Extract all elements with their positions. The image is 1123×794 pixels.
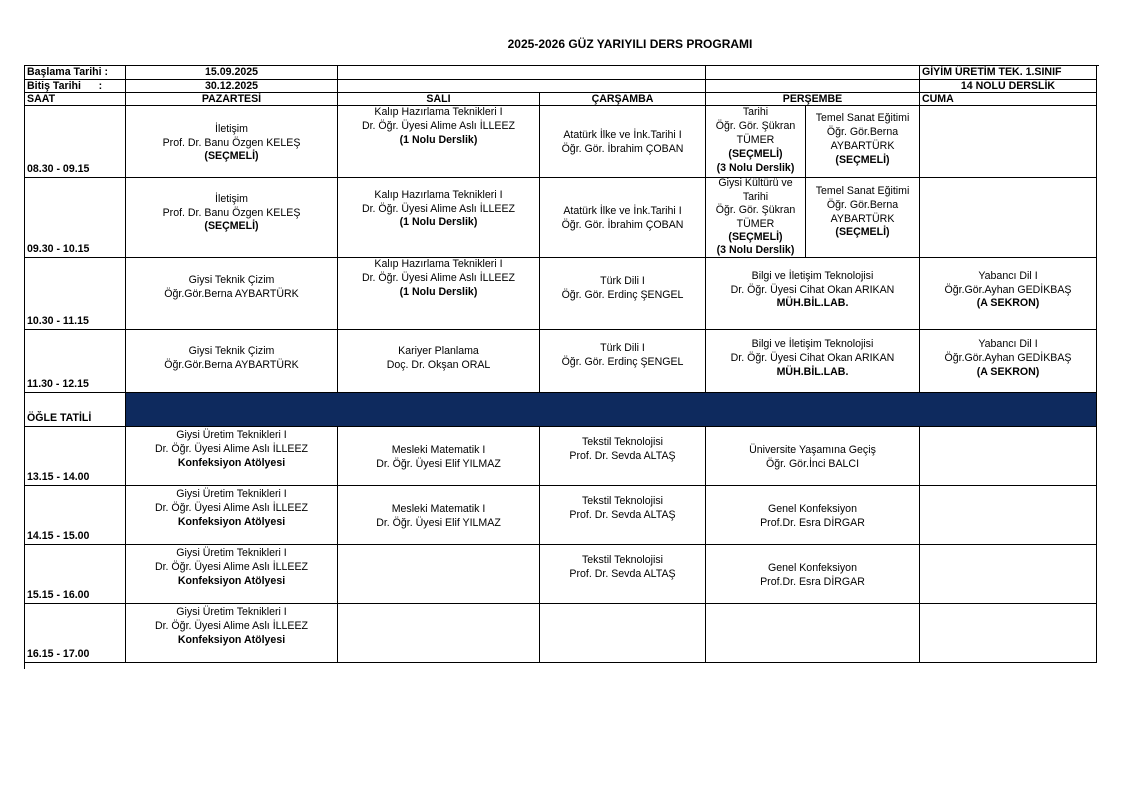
instructor: Öğr. Gör. Şükran TÜMER <box>715 204 796 230</box>
course-title: Atatürk İlke ve İnk.Tarihi I <box>563 204 682 217</box>
course-title: Giysi Kültürü ve Tarihi <box>718 178 793 203</box>
course-cell <box>920 258 1097 330</box>
course-cell <box>706 106 806 178</box>
instructor: Öğr.Gör.Ayhan GEDİKBAŞ <box>944 283 1072 296</box>
course-title: Türk Dili I <box>600 342 645 355</box>
course-title: Genel Konfeksiyon <box>768 503 857 516</box>
course-cell <box>338 178 540 258</box>
time-slot: 08.30 - 09.15 <box>25 106 126 178</box>
end-date-label: Bitiş Tarihi : <box>25 80 126 93</box>
course-cell <box>540 486 706 545</box>
empty-cell <box>338 604 540 663</box>
time-slot: 09.30 - 10.15 <box>25 178 126 258</box>
course-room: MÜH.BİL.LAB. <box>776 365 849 378</box>
column-header-wednesday: ÇARŞAMBA <box>540 93 706 106</box>
course-cell <box>126 258 338 330</box>
course-cell <box>806 106 920 178</box>
empty-cell <box>338 545 540 604</box>
course-cell <box>706 486 920 545</box>
course-title: Kalıp Hazırlama Teknikleri I <box>374 188 503 201</box>
time-slot: 10.30 - 11.15 <box>25 258 126 330</box>
course-title: Giysi Teknik Çizim <box>188 345 275 358</box>
time-slot: 15.15 - 16.00 <box>25 545 126 604</box>
column-header-time: SAAT <box>25 93 126 106</box>
empty-header-cell <box>706 66 920 80</box>
instructor: Dr. Öğr. Üyesi Elif YILMAZ <box>376 517 501 529</box>
instructor: Öğr. Gör. Erdinç ŞENGEL <box>561 288 684 301</box>
course-cell <box>126 330 338 393</box>
course-title: Giysi Teknik Çizim <box>188 273 275 286</box>
empty-cell <box>706 604 920 663</box>
instructor: Dr. Öğr. Üyesi Cihat Okan ARIKAN <box>730 352 895 365</box>
course-title: Atatürk İlke ve İnk.Tarihi I <box>563 128 682 141</box>
course-cell <box>706 178 806 258</box>
instructor: Prof.Dr. Esra DİRGAR <box>760 576 865 588</box>
course-title: Temel Sanat Eğitimi <box>815 112 910 124</box>
instructor: Öğr.Gör.Berna AYBARTÜRK <box>164 287 299 300</box>
instructor: Öğr. Gör. Erdinç ŞENGEL <box>561 356 684 368</box>
instructor: Dr. Öğr. Üyesi Alime Aslı İLLEEZ <box>361 119 516 132</box>
course-room: MÜH.BİL.LAB. <box>776 297 849 310</box>
lunch-label: ÖĞLE TATİLİ <box>25 393 126 427</box>
empty-header-cell <box>338 80 706 93</box>
course-cell <box>126 427 338 486</box>
course-title: Tarihi <box>742 106 769 118</box>
empty-cell <box>920 178 1097 258</box>
course-cell <box>338 106 540 178</box>
course-room: Konfeksiyon Atölyesi <box>177 515 286 528</box>
start-date-label: Başlama Tarihi : <box>25 66 126 80</box>
empty-cell <box>920 106 1097 178</box>
end-date-value: 30.12.2025 <box>126 80 338 93</box>
time-slot: 13.15 - 14.00 <box>25 427 126 486</box>
course-title: Genel Konfeksiyon <box>768 562 857 575</box>
course-cell <box>126 106 338 178</box>
course-cell <box>920 330 1097 393</box>
course-room: (A SEKRON) <box>976 365 1040 378</box>
empty-cell <box>920 427 1097 486</box>
course-cell <box>338 258 540 330</box>
instructor: Prof. Dr. Sevda ALTAŞ <box>569 508 676 521</box>
course-title: İletişim <box>215 122 248 135</box>
page-title: 2025-2026 GÜZ YARIYILI DERS PROGRAMI <box>507 37 753 51</box>
empty-cell <box>920 545 1097 604</box>
course-cell <box>126 545 338 604</box>
instructor: Öğr. Gör. İbrahim ÇOBAN <box>561 142 684 155</box>
instructor: Öğr.Gör.Berna AYBARTÜRK <box>164 359 299 371</box>
schedule-table <box>24 65 1099 669</box>
instructor: Prof. Dr. Banu Özgen KELEŞ <box>162 136 301 149</box>
course-title: Giysi Üretim Teknikleri I <box>176 429 287 441</box>
instructor: Öğr. Gör.İnci BALCI <box>765 458 860 470</box>
course-room: (3 Nolu Derslik) <box>716 244 795 257</box>
instructor: Dr. Öğr. Üyesi Alime Aslı İLLEEZ <box>154 619 309 632</box>
course-title: Temel Sanat Eğitimi <box>815 184 910 197</box>
course-title: Giysi Üretim Teknikleri I <box>176 547 287 559</box>
empty-header-cell <box>706 80 920 93</box>
course-cell <box>126 604 338 663</box>
instructor: Dr. Öğr. Üyesi Alime Aslı İLLEEZ <box>154 442 309 455</box>
course-room: (3 Nolu Derslik) <box>716 161 795 174</box>
course-note: (SEÇMELİ) <box>204 220 259 233</box>
time-slot: 16.15 - 17.00 <box>25 604 126 663</box>
time-slot: 14.15 - 15.00 <box>25 486 126 545</box>
course-cell <box>706 427 920 486</box>
course-title: Kalıp Hazırlama Teknikleri I <box>374 258 503 270</box>
instructor: Öğr. Gör. Şükran TÜMER <box>715 119 796 146</box>
instructor: Öğr. Gör.Berna AYBARTÜRK <box>826 198 899 225</box>
instructor: Dr. Öğr. Üyesi Elif YILMAZ <box>376 458 501 470</box>
course-note: (SEÇMELİ) <box>835 153 890 166</box>
course-note: (SEÇMELİ) <box>204 150 259 163</box>
column-header-monday: PAZARTESİ <box>126 93 338 106</box>
course-cell <box>338 330 540 393</box>
course-title: Giysi Üretim Teknikleri I <box>176 488 287 500</box>
instructor: Öğr. Gör.Berna AYBARTÜRK <box>826 125 899 152</box>
course-cell <box>338 427 540 486</box>
instructor: Dr. Öğr. Üyesi Alime Aslı İLLEEZ <box>154 501 309 514</box>
instructor: Öğr. Gör. İbrahim ÇOBAN <box>561 218 684 231</box>
course-cell <box>540 178 706 258</box>
time-slot: 11.30 - 12.15 <box>25 330 126 393</box>
course-note: (SEÇMELİ) <box>728 147 783 160</box>
course-cell <box>540 106 706 178</box>
room-name: 14 NOLU DERSLİK <box>920 80 1097 93</box>
course-room: Konfeksiyon Atölyesi <box>177 456 286 469</box>
course-title: Bilgi ve İletişim Teknolojisi <box>751 338 874 351</box>
lunch-band <box>126 393 1097 427</box>
instructor: Dr. Öğr. Üyesi Alime Aslı İLLEEZ <box>361 271 516 284</box>
column-header-friday: CUMA <box>920 93 1097 106</box>
course-room: (1 Nolu Derslik) <box>399 133 478 146</box>
course-room: (1 Nolu Derslik) <box>399 285 478 298</box>
instructor: Prof. Dr. Sevda ALTAŞ <box>569 567 676 580</box>
instructor: Prof. Dr. Sevda ALTAŞ <box>569 449 676 462</box>
instructor: Prof.Dr. Esra DİRGAR <box>760 517 865 529</box>
course-cell <box>540 258 706 330</box>
instructor: Öğr.Gör.Ayhan GEDİKBAŞ <box>944 352 1072 365</box>
course-title: Bilgi ve İletişim Teknolojisi <box>751 269 874 282</box>
course-title: Kariyer Planlama <box>398 345 479 358</box>
course-room: Konfeksiyon Atölyesi <box>177 633 286 646</box>
empty-cell <box>540 604 706 663</box>
course-title: Tekstil Teknolojisi <box>581 495 664 507</box>
course-cell <box>806 178 920 258</box>
course-room: (1 Nolu Derslik) <box>399 216 478 229</box>
instructor: Doç. Dr. Okşan ORAL <box>386 359 491 371</box>
course-title: Tekstil Teknolojisi <box>581 436 664 448</box>
start-date-value: 15.09.2025 <box>126 66 338 80</box>
course-cell <box>540 545 706 604</box>
course-title: Mesleki Matematik I <box>391 503 486 516</box>
course-note: (SEÇMELİ) <box>728 230 783 243</box>
empty-cell <box>920 604 1097 663</box>
course-cell <box>540 427 706 486</box>
course-title: Kalıp Hazırlama Teknikleri I <box>374 106 503 118</box>
course-cell <box>126 178 338 258</box>
course-cell <box>706 330 920 393</box>
instructor: Dr. Öğr. Üyesi Cihat Okan ARIKAN <box>730 283 895 296</box>
course-title: İletişim <box>215 192 248 205</box>
course-cell <box>540 330 706 393</box>
course-title: Mesleki Matematik I <box>391 444 486 457</box>
instructor: Dr. Öğr. Üyesi Alime Aslı İLLEEZ <box>361 202 516 215</box>
empty-header-cell <box>338 66 706 80</box>
course-title: Giysi Üretim Teknikleri I <box>176 606 287 618</box>
empty-cell <box>920 486 1097 545</box>
column-header-tuesday: SALI <box>338 93 540 106</box>
course-cell <box>126 486 338 545</box>
course-room: (A SEKRON) <box>976 297 1040 310</box>
course-title: Yabancı Dil I <box>978 269 1038 282</box>
course-title: Türk Dili I <box>600 274 645 287</box>
course-title: Yabancı Dil I <box>978 338 1038 351</box>
column-header-thursday: PERŞEMBE <box>706 93 920 106</box>
course-title: Üniversite Yaşamına Geçiş <box>749 444 876 457</box>
instructor: Prof. Dr. Banu Özgen KELEŞ <box>162 206 301 219</box>
instructor: Dr. Öğr. Üyesi Alime Aslı İLLEEZ <box>154 560 309 573</box>
course-title: Tekstil Teknolojisi <box>581 554 664 566</box>
course-note: (SEÇMELİ) <box>835 226 890 239</box>
course-room: Konfeksiyon Atölyesi <box>177 574 286 587</box>
program-name: GİYİM ÜRETİM TEK. 1.SINIF <box>920 66 1097 80</box>
course-cell <box>338 486 540 545</box>
course-cell <box>706 545 920 604</box>
course-cell <box>706 258 920 330</box>
